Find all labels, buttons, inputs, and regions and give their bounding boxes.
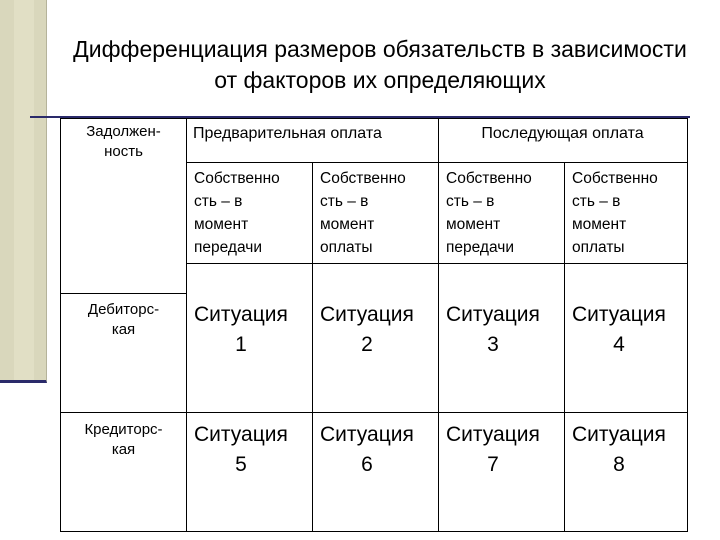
table-hline <box>186 263 687 264</box>
situation-cell <box>572 420 666 480</box>
situation-number: 2 <box>361 333 373 356</box>
group-header-prepayment: Предварительная оплата <box>193 125 382 142</box>
decorative-side-bar <box>0 0 47 383</box>
subheader-payment: Собственно сть – в момент оплаты <box>572 170 658 256</box>
situation-cell <box>194 420 288 480</box>
situation-word: Ситуация <box>572 423 666 446</box>
situation-cell <box>320 300 414 360</box>
situation-number: 3 <box>487 333 499 356</box>
table-hline <box>61 118 687 119</box>
table-vline <box>186 118 187 531</box>
decorative-side-bar-stripe <box>14 0 34 380</box>
subheader-transfer: Собственно сть – в момент передачи <box>194 170 280 256</box>
row-label-payable: Кредиторс- кая <box>84 421 163 458</box>
situation-number: 8 <box>613 453 625 476</box>
situation-word: Ситуация <box>572 303 666 326</box>
situation-word: Ситуация <box>320 423 414 446</box>
table-hline <box>61 293 186 294</box>
situation-cell <box>194 300 288 360</box>
corner-header: Задолжен- ность <box>86 123 161 160</box>
table-vline <box>438 118 439 531</box>
situation-number: 6 <box>361 453 373 476</box>
situation-cell <box>446 300 540 360</box>
situation-number: 1 <box>235 333 247 356</box>
situation-word: Ситуация <box>446 423 540 446</box>
table-hline <box>61 412 687 413</box>
situation-word: Ситуация <box>320 303 414 326</box>
situation-word: Ситуация <box>194 303 288 326</box>
table-vline <box>564 162 565 531</box>
subheader-transfer: Собственно сть – в момент передачи <box>446 170 532 256</box>
situation-number: 7 <box>487 453 499 476</box>
row-label-receivable: Дебиторс- кая <box>87 301 160 338</box>
situation-number: 4 <box>613 333 625 356</box>
situation-cell <box>572 300 666 360</box>
situation-number: 5 <box>235 453 247 476</box>
table-hline <box>186 162 687 163</box>
table-vline <box>312 162 313 531</box>
situation-word: Ситуация <box>194 423 288 446</box>
situation-cell <box>320 420 414 480</box>
situation-cell <box>446 420 540 480</box>
slide-title: Дифференциация размеров обязательств в зависимости от факторов их определяющих <box>73 36 687 93</box>
situation-word: Ситуация <box>446 303 540 326</box>
subheader-payment: Собственно сть – в момент оплаты <box>320 170 406 256</box>
group-header-postpayment: Последующая оплата <box>481 125 644 142</box>
obligations-table <box>60 118 688 532</box>
